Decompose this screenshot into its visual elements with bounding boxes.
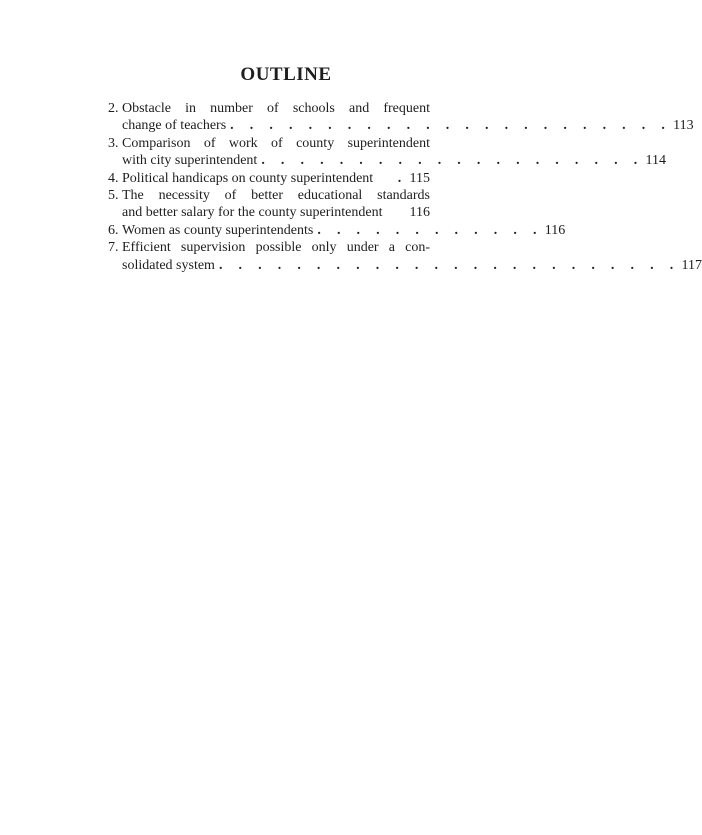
toc-entry-number: 2. [108, 101, 119, 116]
toc-entry [108, 187, 430, 222]
toc-entry-line [108, 152, 666, 169]
toc-entry-number: 4. [108, 170, 119, 186]
toc-page-number: 116 [544, 222, 566, 238]
toc-entry-number: 5. [108, 188, 119, 204]
toc-entry [108, 170, 430, 187]
toc-entry-text: Women as county superintendents [122, 222, 314, 238]
toc-entry-number: 6. [108, 222, 119, 238]
toc-entry-number: 3. [108, 135, 119, 151]
table-of-contents [108, 100, 702, 274]
outline-heading: OUTLINE [240, 64, 332, 85]
toc-entry [108, 100, 694, 135]
toc-entry-text: solidated system [122, 257, 215, 273]
toc-entry-line [108, 100, 430, 117]
toc-entry-line [108, 204, 430, 221]
toc-entry-text: Efficient supervision possible only under a con- [122, 240, 430, 256]
toc-entry [108, 222, 566, 239]
dot-leader: . . . . . . . . . . . . . . . . . . . . [261, 153, 644, 169]
toc-entry-line [108, 135, 430, 152]
toc-entry-text: The necessity of better educational standards [122, 188, 430, 204]
toc-page-number: 117 [681, 257, 702, 273]
toc-entry-text: Political handicaps on county superintendent [122, 170, 374, 186]
toc-entry-line [108, 239, 430, 256]
toc-entry-line [108, 222, 566, 239]
dot-leader: . . . . . . . . . . . . [317, 222, 543, 238]
toc-page-number: 115 [409, 170, 430, 186]
toc-entry [108, 239, 702, 274]
toc-entry-line [108, 117, 694, 134]
toc-page-number: 113 [673, 118, 694, 134]
toc-entry-text: with city superintendent [122, 153, 258, 169]
toc-page-number: 116 [409, 205, 430, 221]
toc-entry-text: change of teachers [122, 118, 227, 134]
toc-page-number: 114 [645, 153, 666, 169]
dot-leader: . [397, 170, 408, 186]
toc-entry-text: Obstacle in number of schools and frequent [122, 101, 430, 116]
page-title [0, 64, 536, 86]
toc-entry-line [108, 187, 430, 204]
dot-leader: . . . . . . . . . . . . . . . . . . . . . . . . [218, 257, 680, 273]
toc-entry-line [108, 257, 702, 274]
toc-entry-number: 7. [108, 240, 119, 256]
toc-entry-line [108, 170, 430, 187]
toc-entry [108, 135, 666, 170]
dot-leader: . . . . . . . . . . . . . . . . . . . . . . . [230, 118, 672, 134]
toc-entry-text: Comparison of work of county superintendent [122, 135, 430, 151]
toc-entry-text: and better salary for the county superintendent [122, 205, 383, 221]
